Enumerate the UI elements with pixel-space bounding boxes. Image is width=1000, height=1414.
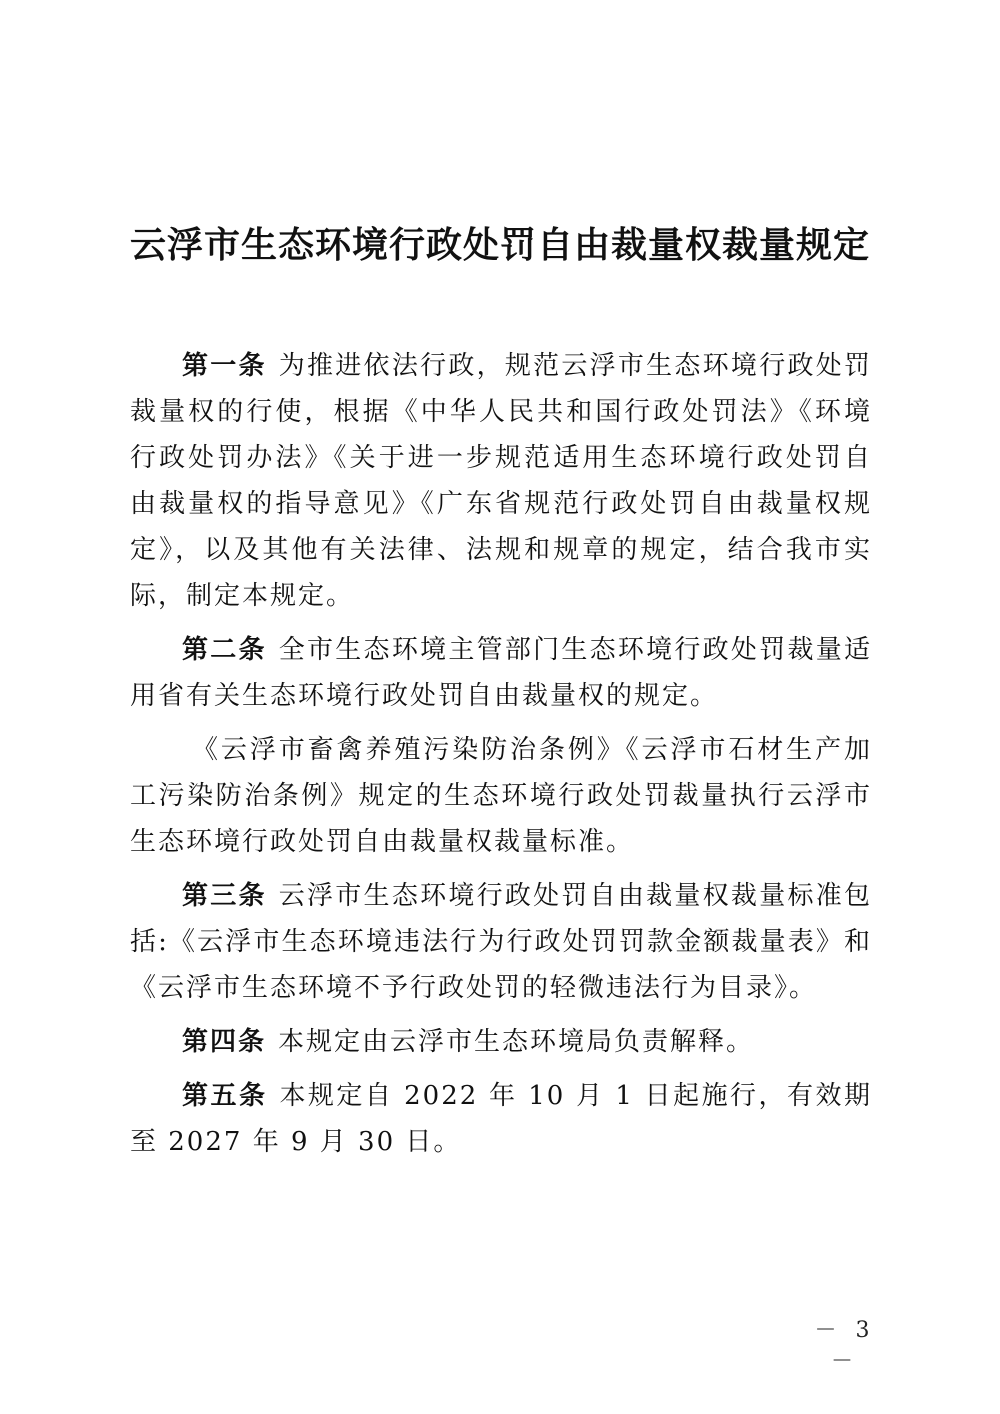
article-heading: 第二条 (182, 635, 267, 665)
article-5 (130, 1073, 872, 1165)
article-text: 全市生态环境主管部门生态环境行政处罚裁量适用省有关生态环境行政处罚自由裁量权的规定。 (130, 635, 872, 711)
article-1 (130, 343, 872, 619)
document-title: 云浮市生态环境行政处罚自由裁量权裁量规定 (129, 225, 870, 266)
article-text: 《云浮市畜禽养殖污染防治条例》《云浮市石材生产加工污染防治条例》规定的生态环境行政处罚裁量执行云浮市生态环境行政处罚自由裁量权裁量标准。 (130, 735, 872, 857)
article-text: 本规定自 2022 年 10 月 1 日起施行，有效期至 2027 年 9 月 30 日。 (130, 1081, 872, 1157)
document-body (130, 343, 872, 1173)
article-text: 为推进依法行政，规范云浮市生态环境行政处罚裁量权的行使，根据《中华人民共和国行政处罚法》《环境行政处罚办法》《关于进一步规范适用生态环境行政处罚自由裁量权的指导意见》《广东省规范行政处罚自由裁量权规定》，以及其他有关法律、法规和规章的规定，结合我市实际，制定本规定。 (130, 351, 872, 611)
article-2-paragraph-2 (130, 727, 872, 865)
article-heading: 第一条 (182, 351, 267, 381)
article-4 (130, 1019, 872, 1065)
article-heading: 第三条 (182, 881, 267, 911)
article-text: 云浮市生态环境行政处罚自由裁量权裁量标准包括:《云浮市生态环境违法行为行政处罚罚款金额裁量表》和《云浮市生态环境不予行政处罚的轻微违法行为目录》。 (130, 881, 872, 1003)
article-text: 本规定由云浮市生态环境局负责解释。 (278, 1027, 755, 1057)
article-2 (130, 627, 872, 719)
page-number: － 3 － (814, 1318, 876, 1374)
article-3 (130, 873, 872, 1011)
article-heading: 第四条 (182, 1027, 267, 1057)
article-heading: 第五条 (182, 1081, 268, 1111)
